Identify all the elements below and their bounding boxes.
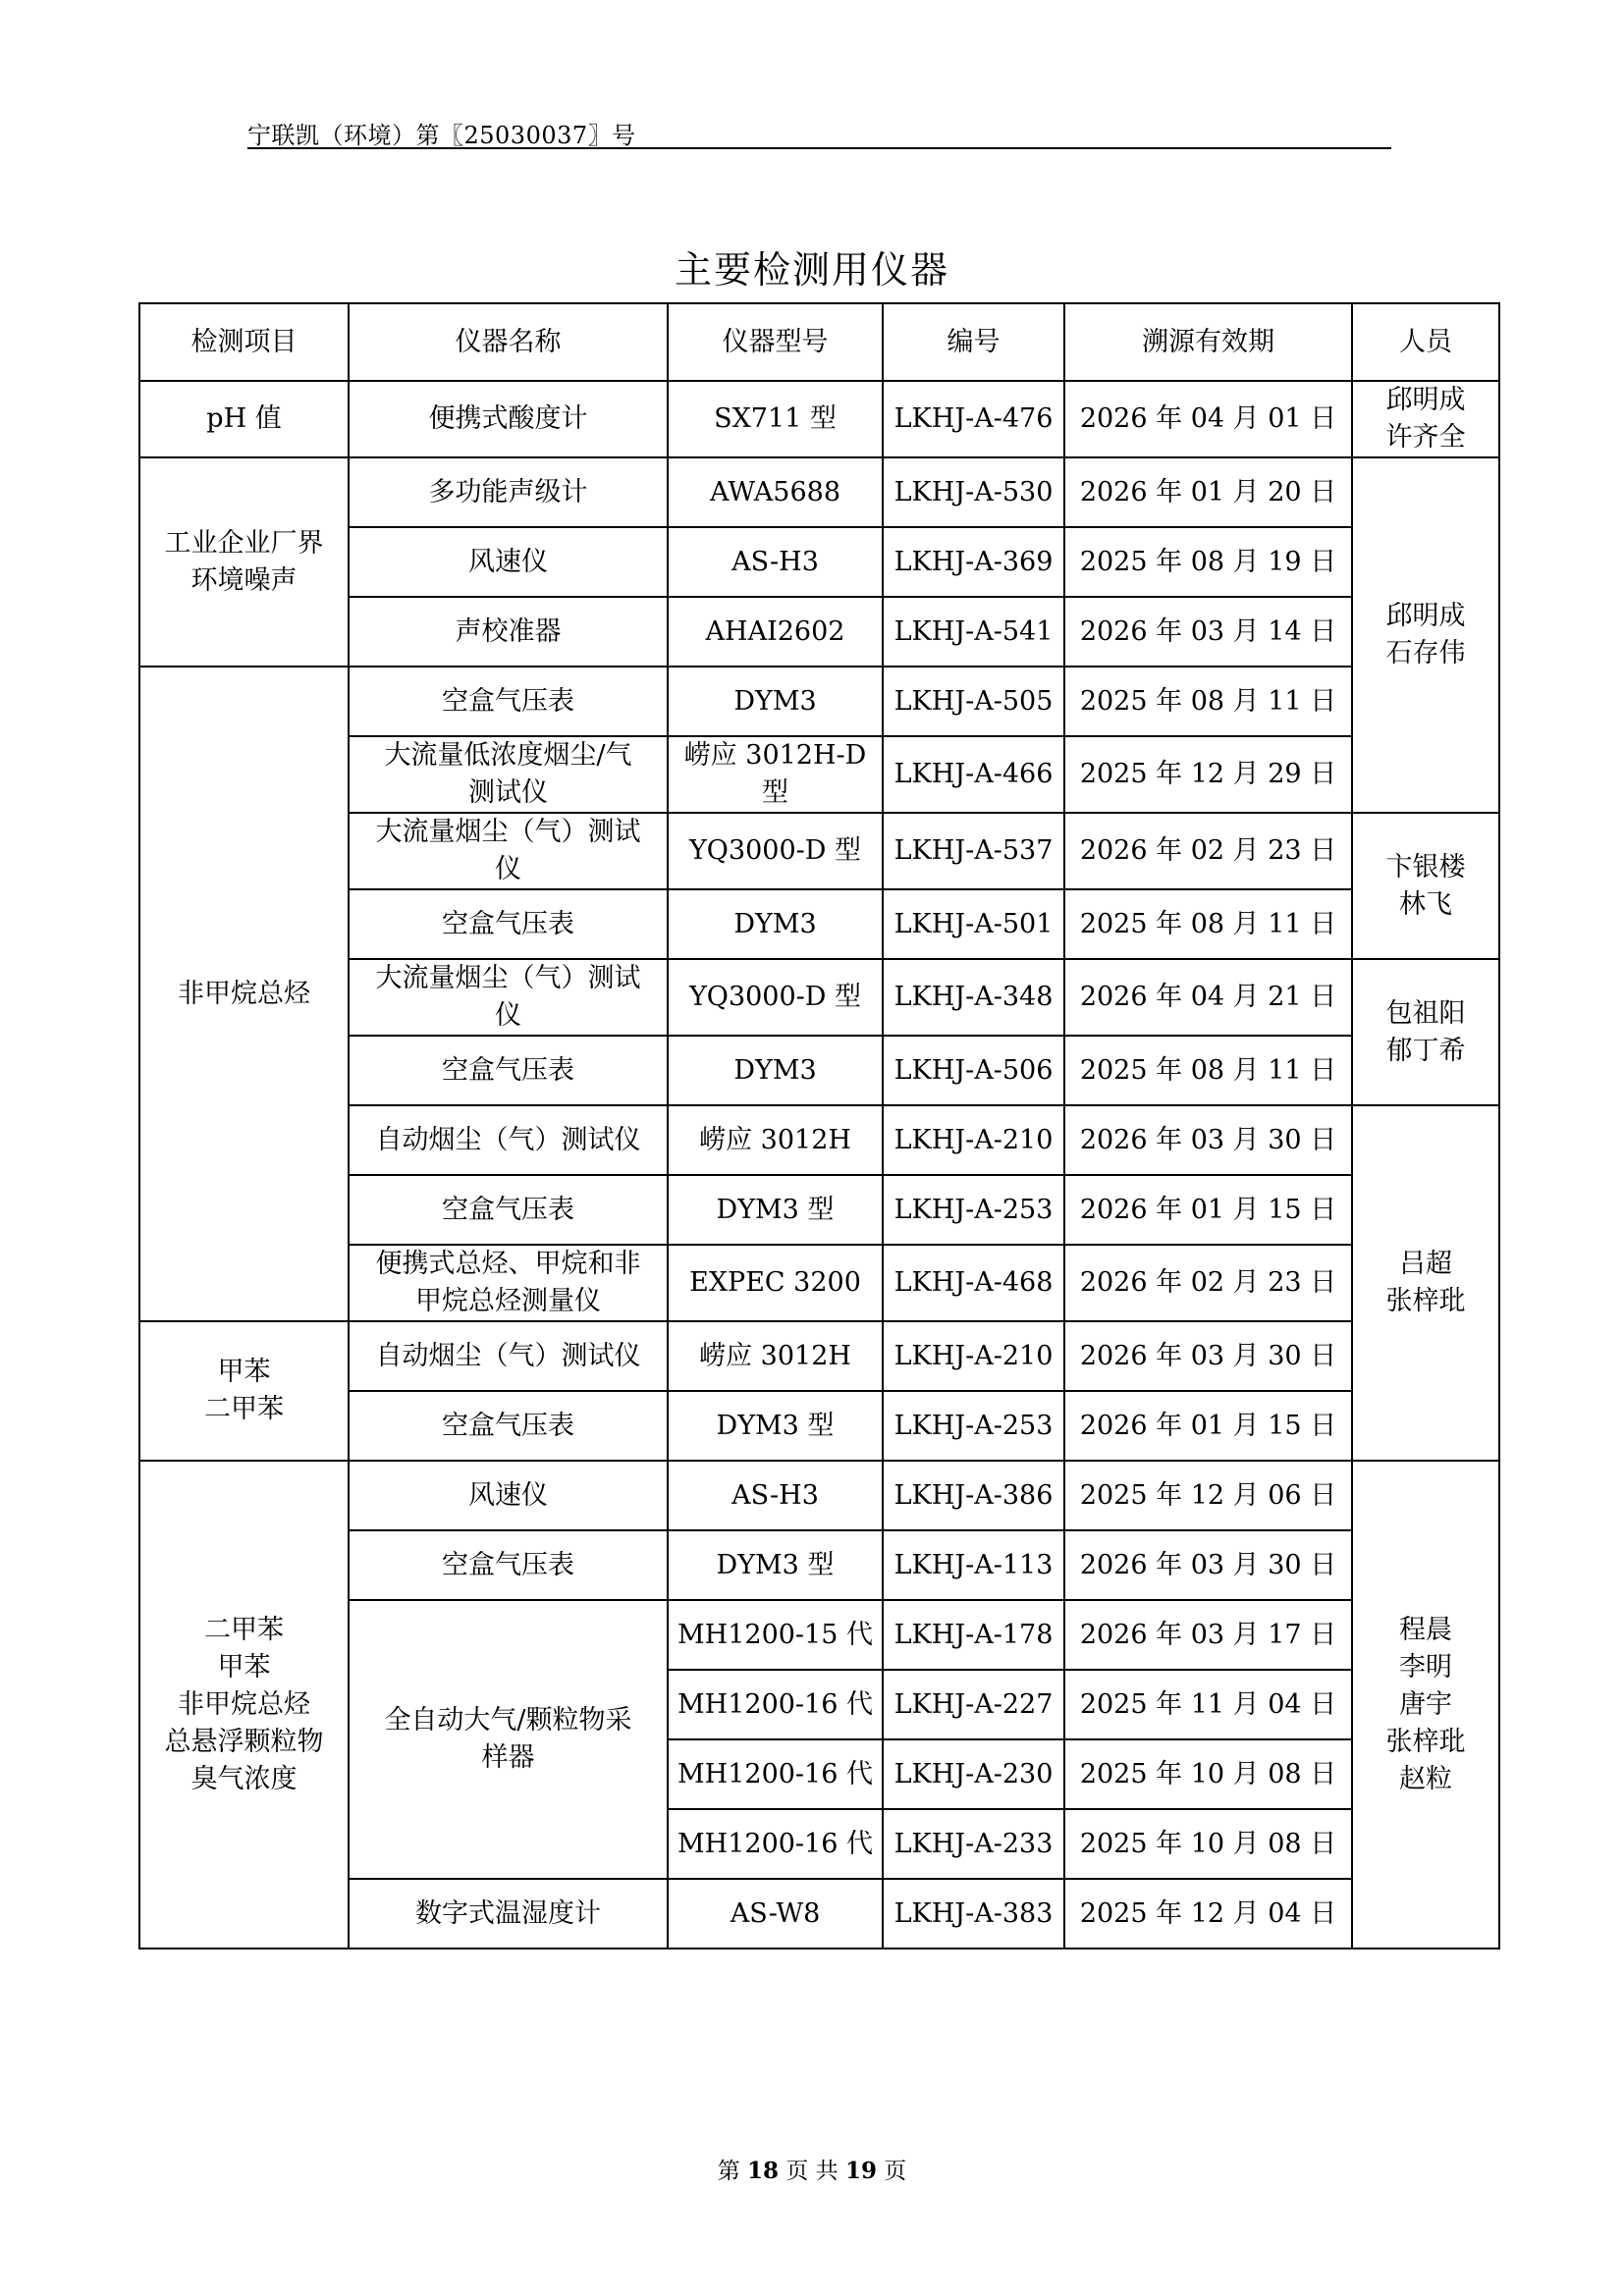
instrument-name-cell: 便携式酸度计 bbox=[349, 381, 668, 457]
instrument-name-cell: 风速仪 bbox=[349, 1461, 668, 1530]
serial-number-cell: LKHJ-A-506 bbox=[883, 1036, 1064, 1105]
model-cell: DYM3 型 bbox=[668, 1391, 883, 1461]
serial-number-cell: LKHJ-A-227 bbox=[883, 1670, 1064, 1739]
table-header-row bbox=[139, 303, 1499, 381]
validity-cell: 2026 年 03 月 30 日 bbox=[1064, 1105, 1352, 1175]
instrument-name-cell: 大流量烟尘（气）测试 仪 bbox=[349, 959, 668, 1036]
serial-number-cell: LKHJ-A-348 bbox=[883, 959, 1064, 1036]
validity-cell: 2025 年 12 月 06 日 bbox=[1064, 1461, 1352, 1530]
serial-number-cell: LKHJ-A-233 bbox=[883, 1809, 1064, 1879]
instrument-name-cell: 空盒气压表 bbox=[349, 1175, 668, 1245]
model-cell: AHAI2602 bbox=[668, 597, 883, 667]
instrument-name-cell: 数字式温湿度计 bbox=[349, 1879, 668, 1949]
personnel-cell: 程晨 李明 唐宇 张梓玭 赵粒 bbox=[1352, 1461, 1499, 1949]
column-header-calibration-validity: 溯源有效期 bbox=[1064, 303, 1352, 381]
model-cell: 崂应 3012H-D 型 bbox=[668, 736, 883, 813]
model-cell: MH1200-16 代 bbox=[668, 1809, 883, 1879]
validity-cell: 2025 年 11 月 04 日 bbox=[1064, 1670, 1352, 1739]
personnel-cell: 吕超 张梓玭 bbox=[1352, 1105, 1499, 1461]
serial-number-cell: LKHJ-A-505 bbox=[883, 667, 1064, 736]
serial-number-cell: LKHJ-A-466 bbox=[883, 736, 1064, 813]
instrument-name-cell: 全自动大气/颗粒物采 样器 bbox=[349, 1600, 668, 1879]
serial-number-cell: LKHJ-A-230 bbox=[883, 1739, 1064, 1809]
instrument-name-cell: 多功能声级计 bbox=[349, 457, 668, 527]
serial-number-cell: LKHJ-A-113 bbox=[883, 1530, 1064, 1600]
serial-number-cell: LKHJ-A-501 bbox=[883, 889, 1064, 959]
model-cell: 崂应 3012H bbox=[668, 1321, 883, 1391]
document-reference-number: 宁联凯（环境）第〖25030037〗号 bbox=[247, 122, 636, 149]
table-row bbox=[139, 1321, 1499, 1391]
table-row bbox=[139, 667, 1499, 736]
model-cell: MH1200-16 代 bbox=[668, 1670, 883, 1739]
serial-number-cell: LKHJ-A-468 bbox=[883, 1245, 1064, 1321]
footer-prefix: 第 bbox=[717, 2159, 740, 2184]
test-item-cell: 非甲烷总烃 bbox=[139, 667, 349, 1321]
instrument-name-cell: 空盒气压表 bbox=[349, 667, 668, 736]
model-cell: AWA5688 bbox=[668, 457, 883, 527]
instrument-name-cell: 空盒气压表 bbox=[349, 1391, 668, 1461]
serial-number-cell: LKHJ-A-253 bbox=[883, 1391, 1064, 1461]
model-cell: DYM3 型 bbox=[668, 1530, 883, 1600]
column-header-model: 仪器型号 bbox=[668, 303, 883, 381]
validity-cell: 2026 年 01 月 15 日 bbox=[1064, 1175, 1352, 1245]
serial-number-cell: LKHJ-A-383 bbox=[883, 1879, 1064, 1949]
serial-number-cell: LKHJ-A-386 bbox=[883, 1461, 1064, 1530]
instrument-name-cell: 空盒气压表 bbox=[349, 1530, 668, 1600]
validity-cell: 2026 年 03 月 30 日 bbox=[1064, 1530, 1352, 1600]
column-header-personnel: 人员 bbox=[1352, 303, 1499, 381]
instrument-name-cell: 便携式总烃、甲烷和非 甲烷总烃测量仪 bbox=[349, 1245, 668, 1321]
personnel-cell: 邱明成 许齐全 bbox=[1352, 381, 1499, 457]
model-cell: 崂应 3012H bbox=[668, 1105, 883, 1175]
page-title: 主要检测用仪器 bbox=[674, 248, 949, 292]
test-item-cell: pH 值 bbox=[139, 381, 349, 457]
validity-cell: 2026 年 03 月 30 日 bbox=[1064, 1321, 1352, 1391]
test-item-cell: 二甲苯 甲苯 非甲烷总烃 总悬浮颗粒物 臭气浓度 bbox=[139, 1461, 349, 1949]
test-item-cell: 甲苯 二甲苯 bbox=[139, 1321, 349, 1461]
table-row bbox=[139, 457, 1499, 527]
instrument-name-cell: 大流量低浓度烟尘/气 测试仪 bbox=[349, 736, 668, 813]
instrument-name-cell: 自动烟尘（气）测试仪 bbox=[349, 1105, 668, 1175]
validity-cell: 2026 年 01 月 15 日 bbox=[1064, 1391, 1352, 1461]
footer-middle: 页 共 bbox=[785, 2159, 839, 2184]
footer-suffix: 页 bbox=[884, 2159, 907, 2184]
instrument-name-cell: 空盒气压表 bbox=[349, 1036, 668, 1105]
validity-cell: 2025 年 08 月 11 日 bbox=[1064, 1036, 1352, 1105]
validity-cell: 2025 年 08 月 11 日 bbox=[1064, 889, 1352, 959]
model-cell: MH1200-16 代 bbox=[668, 1739, 883, 1809]
column-header-serial-number: 编号 bbox=[883, 303, 1064, 381]
serial-number-cell: LKHJ-A-210 bbox=[883, 1321, 1064, 1391]
serial-number-cell: LKHJ-A-530 bbox=[883, 457, 1064, 527]
serial-number-cell: LKHJ-A-541 bbox=[883, 597, 1064, 667]
model-cell: AS-W8 bbox=[668, 1879, 883, 1949]
page-number: 18 bbox=[747, 2158, 780, 2184]
validity-cell: 2026 年 03 月 14 日 bbox=[1064, 597, 1352, 667]
validity-cell: 2026 年 01 月 20 日 bbox=[1064, 457, 1352, 527]
model-cell: SX711 型 bbox=[668, 381, 883, 457]
header-divider bbox=[247, 147, 1391, 149]
model-cell: EXPEC 3200 bbox=[668, 1245, 883, 1321]
model-cell: DYM3 型 bbox=[668, 1175, 883, 1245]
instrument-name-cell: 空盒气压表 bbox=[349, 889, 668, 959]
validity-cell: 2025 年 10 月 08 日 bbox=[1064, 1739, 1352, 1809]
serial-number-cell: LKHJ-A-537 bbox=[883, 813, 1064, 889]
personnel-cell: 卞银楼 林飞 bbox=[1352, 813, 1499, 959]
personnel-cell: 包祖阳 郁丁希 bbox=[1352, 959, 1499, 1105]
validity-cell: 2026 年 04 月 21 日 bbox=[1064, 959, 1352, 1036]
model-cell: AS-H3 bbox=[668, 1461, 883, 1530]
validity-cell: 2025 年 12 月 04 日 bbox=[1064, 1879, 1352, 1949]
table-row bbox=[139, 1461, 1499, 1530]
validity-cell: 2025 年 12 月 29 日 bbox=[1064, 736, 1352, 813]
instrument-name-cell: 风速仪 bbox=[349, 527, 668, 597]
validity-cell: 2026 年 04 月 01 日 bbox=[1064, 381, 1352, 457]
model-cell: DYM3 bbox=[668, 1036, 883, 1105]
total-pages: 19 bbox=[844, 2158, 877, 2184]
model-cell: MH1200-15 代 bbox=[668, 1600, 883, 1670]
table-row bbox=[139, 381, 1499, 457]
model-cell: AS-H3 bbox=[668, 527, 883, 597]
model-cell: YQ3000-D 型 bbox=[668, 959, 883, 1036]
instrument-table bbox=[138, 302, 1500, 1949]
column-header-test-item: 检测项目 bbox=[139, 303, 349, 381]
serial-number-cell: LKHJ-A-210 bbox=[883, 1105, 1064, 1175]
instrument-name-cell: 自动烟尘（气）测试仪 bbox=[349, 1321, 668, 1391]
page-footer bbox=[0, 2153, 1624, 2185]
validity-cell: 2025 年 10 月 08 日 bbox=[1064, 1809, 1352, 1879]
validity-cell: 2026 年 02 月 23 日 bbox=[1064, 813, 1352, 889]
serial-number-cell: LKHJ-A-253 bbox=[883, 1175, 1064, 1245]
model-cell: YQ3000-D 型 bbox=[668, 813, 883, 889]
validity-cell: 2025 年 08 月 11 日 bbox=[1064, 667, 1352, 736]
serial-number-cell: LKHJ-A-369 bbox=[883, 527, 1064, 597]
serial-number-cell: LKHJ-A-178 bbox=[883, 1600, 1064, 1670]
model-cell: DYM3 bbox=[668, 667, 883, 736]
instrument-name-cell: 声校准器 bbox=[349, 597, 668, 667]
serial-number-cell: LKHJ-A-476 bbox=[883, 381, 1064, 457]
validity-cell: 2026 年 03 月 17 日 bbox=[1064, 1600, 1352, 1670]
column-header-instrument-name: 仪器名称 bbox=[349, 303, 668, 381]
personnel-cell: 邱明成 石存伟 bbox=[1352, 457, 1499, 813]
model-cell: DYM3 bbox=[668, 889, 883, 959]
validity-cell: 2026 年 02 月 23 日 bbox=[1064, 1245, 1352, 1321]
test-item-cell: 工业企业厂界 环境噪声 bbox=[139, 457, 349, 667]
instrument-name-cell: 大流量烟尘（气）测试 仪 bbox=[349, 813, 668, 889]
validity-cell: 2025 年 08 月 19 日 bbox=[1064, 527, 1352, 597]
